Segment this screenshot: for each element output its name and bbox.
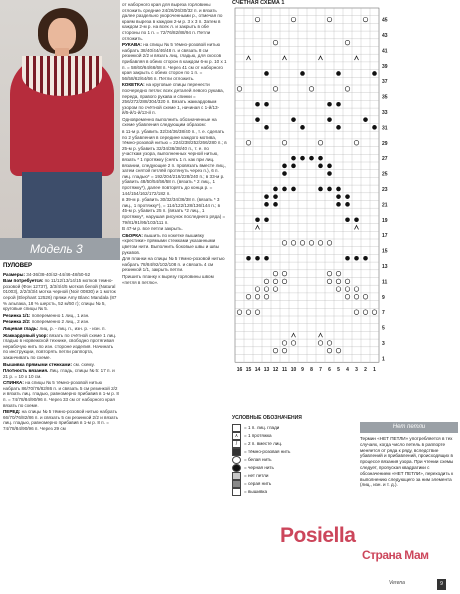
white-stitch-mark [282,341,287,346]
legend-items [232,424,352,496]
white-stitch-mark [354,294,359,299]
paragraph-text: вышить по кокетке вышивку «крестики» прямыми стежками указанными цветом нити. Выполнить боковые швы и швы рукавов. [122,232,220,255]
paragraph-label: Размеры: [3,271,27,277]
black-stitch-mark [264,194,269,199]
black-stitch-mark [300,125,305,130]
chart-row-number: 3 [382,340,385,347]
paragraph-text: Лиц. гладь, спицы № 5: 17 п. и 21 р. = 10 x 10 см. [3,368,115,379]
white-stitch-mark [282,140,287,145]
watermark-text: Posiella [280,524,356,547]
legend-symbol [232,448,241,456]
white-stitch-mark [246,140,251,145]
white-stitch-mark [345,87,350,92]
paragraph-text: Для планки на спицы № 5 тёмно-розовой нитью набрать 78/84/92/102/108 п. и связать 4 см резинкой 1/1, закрыть петли. [122,256,225,273]
paragraph-label: Резинка 1/1: [3,312,32,318]
legend-item [232,424,352,432]
chart-row-number: 41 [382,48,388,55]
section-heading: ПУЛОВЕР [3,263,33,269]
chart-column-number: 2 [364,367,367,373]
paragraph-text: от наборного края для выреза горловины отложить средние 24/26/26/30/32 п. и вязать далее раздельно укороченными р., отмечая по краям выреза в каждом 2-м р. 3 x 3 п. Затем в каждом 2-м р. на всех л. и закрыть в обе стороны по 1 п. = 72/76/82/88/94 п. Петли отложить. [122,2,223,41]
black-stitch-mark [264,102,269,107]
white-stitch-mark [336,348,341,353]
paragraph-text: на спицы № 5 тёмно-розовой нитью набрать 66/70/76/82/86 п. и связать 5 см резинкой 2/2 и вязать лиц. гладью, равномерно прибавив в 1-м р. 8 п. = 74/78/84/90/96 п. Через 29 см [3,409,118,432]
white-stitch-mark [318,140,323,145]
legend-label: = тёмно-розовая нить [244,449,291,454]
chart-row-number: 17 [382,233,388,240]
white-stitch-mark [273,348,278,353]
paragraph-label: Вам потребуется: [3,278,45,284]
page-number: 9 [437,579,446,590]
paragraph-text: на круговые спицы перенести поочередно петли: всех деталей левого рукава, переда, правого рукава и спинки = 256/272/288/304/320 п. Вязать жаккардовым узором по счётной схеме 1, начиная с 1-й/13-й/5-й/1-й/13-й п. [122,82,224,116]
watermark-logo [280,524,429,562]
legend-title: УСЛОВНЫЕ ОБОЗНАЧЕНИЯ [232,415,302,421]
legend-symbol [232,456,241,464]
black-stitch-mark [255,217,260,222]
paragraph-text: В 47-м р. все петли закрыть. [122,226,183,232]
chart-column-number: 6 [328,367,331,373]
paragraph-text: см. схему. [73,361,95,367]
photo-yoke-pattern [22,56,102,96]
paragraph [122,256,227,273]
black-stitch-mark [327,171,332,176]
paragraph-label: Плотность вязания. [3,368,50,374]
sidebar-title: Нет петли [360,422,458,433]
black-stitch-mark [255,117,260,122]
paragraph-text: на спицы № 5 тёмно-розовой нитью набрать 38/40/44/46/48 п. и связать 8 см резинкой 2/2 и вязать лиц. гладью, для скосов прибавляя в обеих сторон в каждом 6-м р. 10 x 1 п. = 58/60/64/66/68 п. Через 41 см от наборного края закрыть с обеих сторон по 1 п. = 56/58/62/64/66 п. Петли отложить. [122,42,227,81]
paragraph-text: Одновременно выполнить обозначенные на схеме убавления следующим образом: [122,116,217,128]
paragraph-text: вязать по счётной схеме 1 лиц. гладью в норвежской технике, свободно протягивая нерабочую нить по изн. стороне изделия. Начинать по инструкции, повторять петли раппорта, заканчивать по схеме. [3,332,117,360]
paragraph [3,319,119,325]
white-stitch-mark [327,17,332,22]
paragraph [122,274,227,285]
black-stitch-mark [291,156,296,161]
black-stitch-mark [336,125,341,130]
black-stitch-mark [255,256,260,261]
paragraph-label: СПИНКА: [3,380,26,386]
white-stitch-mark [363,310,368,315]
white-stitch-mark [291,241,296,246]
paragraph-label: РУКАВА: [122,42,144,48]
chart-row-number: 13 [382,263,388,270]
chart-column-number: 9 [301,367,304,373]
legend-symbol [232,464,241,472]
paragraph-label: СБОРКА: [122,232,145,238]
chart-column-number: 10 [290,367,297,373]
paragraph [122,233,227,255]
white-stitch-mark [264,287,269,292]
chart-row-number: 33 [382,109,388,116]
white-stitch-mark [282,271,287,276]
black-stitch-mark [273,187,278,192]
white-stitch-mark [354,287,359,292]
chart-row-number: 21 [382,202,388,209]
chart-column-numbers [230,367,379,373]
black-stitch-mark [282,164,287,169]
paragraph [3,362,119,368]
white-stitch-mark [282,241,287,246]
black-stitch-mark [282,187,287,192]
black-stitch-mark [282,171,287,176]
chart-row-number: 27 [382,156,388,163]
white-stitch-mark [273,271,278,276]
paragraph-label: КОКЕТКА: [122,82,146,88]
chart-row-number: 15 [382,248,388,255]
white-stitch-mark [255,17,260,22]
paragraph-text: в 39-м р. убавить 30/32/34/36/38 п. (вязать * 3 лиц., 1 протяжку*), = 114/122/128/136/144 п.; в 45-м р. убавить 25 п. (вязать *2 лиц., 1 протяжку*, нарушая рисунок последнего ряда) = 79/81/91/95/103/111 п. [122,197,226,225]
black-stitch-mark [372,71,377,76]
black-stitch-mark [318,187,323,192]
legend-item [232,464,352,472]
photo-face [48,18,76,52]
legend-label: = черная нить [244,465,274,470]
paragraph-text: по 11/12/13/14/15 мотков темно-розовой (Фон 12737), 3/3/4/4/5 мотков белой (Natural 01003), 2/2/3/3/4 мотка черной (Noir 00830) и 1 моток серой (Elephant 12526) пряжи Amy Blanc Mandala (87 % альпака, 18 % шерсть, 52 м/50 г); спицы № 5, круговые спицы № 5. [3,278,117,312]
legend-label: = 1 протяжка [244,433,272,438]
white-stitch-mark [345,294,350,299]
black-stitch-mark [327,187,332,192]
chart-column-number: 1 [373,367,376,373]
black-stitch-mark [318,164,323,169]
black-stitch-mark [336,194,341,199]
chart-column-number: 11 [281,367,288,373]
paragraph-label: Лицевая гладь: [3,325,40,331]
white-stitch-mark [345,279,350,284]
black-stitch-mark [264,125,269,130]
legend-symbol [232,488,241,496]
legend-label: = белая нить [244,457,272,462]
chart-title: СЧЕТНАЯ СХЕМА 1 [232,0,285,6]
chart-row-number: 7 [382,310,385,317]
chart-column-number: 15 [245,367,252,373]
white-stitch-mark [327,271,332,276]
chart-column-number: 13 [263,367,270,373]
legend-label: = 1 п. лиц. глади [244,425,280,430]
black-stitch-mark [345,217,350,222]
legend-symbol: / [232,440,241,448]
paragraph-text: 34-36/38-40/42-44/46-48/50-52 [26,271,91,277]
white-stitch-mark [246,294,251,299]
white-stitch-mark [345,40,350,45]
black-stitch-mark [345,194,350,199]
paragraph-text: Пришить планку к вырезу горловины швом «петля в петлю». [122,273,214,285]
paragraph-label: Жаккардовый узор: [3,332,50,338]
paragraph-label: ПЕРЕД: [3,409,22,415]
black-stitch-mark [336,71,341,76]
chart-row-number: 25 [382,171,388,178]
white-stitch-mark [309,87,314,92]
legend-symbol: ⋏ [232,432,241,440]
chart-row-number: 9 [382,294,385,301]
white-stitch-mark [327,348,332,353]
paragraph [3,409,119,431]
chart-column-number: 4 [346,367,349,373]
paragraph [122,2,227,41]
legend-item [232,448,352,456]
legend-label: = серая нить [244,481,272,486]
black-stitch-mark [273,194,278,199]
white-stitch-mark [300,241,305,246]
white-stitch-mark [327,341,332,346]
paragraph [3,272,119,278]
white-stitch-mark [264,294,269,299]
paragraph [3,278,119,312]
white-stitch-mark [255,294,260,299]
legend [232,414,352,574]
white-stitch-mark [246,310,251,315]
model-photo [0,0,120,238]
legend-item [232,472,352,480]
chart-row-number: 23 [382,186,388,193]
black-stitch-mark [300,156,305,161]
chart-row-number: 39 [382,63,388,70]
black-stitch-mark [345,202,350,207]
chart-column-number: 14 [254,367,261,373]
legend-item [232,432,352,440]
paragraph-text: в 11-м р. убавить 32/34/36/38/40 п., т. е. сделать по 2 убавления в середине каждого мотива, тёмно-розовой нитью = 224/238/252/266/280 п.; в 25-м р. убавить 32/34/36/38/40 п., т. е. по участкам узора, выполненных черной нитью, вязать * 1 протяжку (снять 1 п. как при лиц. вязании, следующие 2 п. провязать вместе лиц., затем снятой петлёй протянуть через п.), 6 п. лиц. гладью* = 192/204/216/228/240 п.; в 33-м р. убавить 48/50/54/56/58 п. (вязать * 2 лиц., 1 протяжку*), далее повторять до конца р. = 144/154/162/172/182 п. [122,129,227,196]
instructions-column-2 [122,2,227,542]
black-stitch-mark [363,117,368,122]
paragraph-text: попеременно 1 лиц., 1 изн. [31,312,90,318]
black-stitch-mark [336,202,341,207]
black-stitch-mark [273,202,278,207]
white-stitch-mark [336,271,341,276]
legend-symbol [232,472,241,480]
legend-symbol [232,480,241,488]
brand-name: Verena [389,580,405,586]
chart-column-number: 12 [272,367,279,373]
legend-label: = вышивка [244,489,268,494]
paragraph-label: Вышивка прямыми стежками: [3,361,74,367]
chart-row-number: 19 [382,217,388,224]
paragraph [3,368,119,379]
white-stitch-mark [237,87,242,92]
black-stitch-mark [255,102,260,107]
legend-item [232,456,352,464]
legend-label: = 2 п. вместе лиц. [244,441,283,446]
white-stitch-mark [327,279,332,284]
white-stitch-mark [309,241,314,246]
white-stitch-mark [255,287,260,292]
chart-row-number: 5 [382,325,385,332]
paragraph [122,42,227,81]
paragraph [122,197,227,225]
white-stitch-mark [273,287,278,292]
watermark-subtext: Страна Мам [362,548,429,562]
white-stitch-mark [255,310,260,315]
white-stitch-mark [237,310,242,315]
legend-label: = нет петли [244,473,269,478]
white-stitch-mark [327,241,332,246]
paragraph [122,129,227,196]
white-stitch-mark [363,17,368,22]
white-stitch-mark [363,294,368,299]
white-stitch-mark [291,341,296,346]
black-stitch-mark [336,187,341,192]
chart-row-number: 35 [382,94,388,101]
black-stitch-mark [264,217,269,222]
chart-column-number: 16 [236,367,243,373]
paragraph [122,117,227,128]
sidebar-text: Термин «НЕТ ПЕТЛИ» употребляется в тех случаях, когда число петель в раппорте меняется от ряда к ряду, вследствие убавлений и прибавлений, происходящих в процессе вязания узора. При чтении схемы следует, пропуская квадратики с обозначением «НЕТ ПЕТЛИ», переходить к выполнению следующего за ним элемента (лиц., изн. и т. д.). [360,436,454,488]
white-stitch-mark [291,17,296,22]
black-stitch-mark [264,71,269,76]
chart-row-number: 1 [382,356,385,363]
paragraph [3,326,119,332]
chart-row-number: 11 [382,279,388,286]
black-stitch-mark [291,117,296,122]
paragraph [3,313,119,319]
paragraph-label: Резинка 2/2: [3,319,32,325]
black-stitch-mark [246,256,251,261]
chart-column-number: 5 [337,367,340,373]
black-stitch-mark [327,164,332,169]
counting-chart [231,6,396,368]
black-stitch-mark [264,256,269,261]
black-stitch-mark [354,256,359,261]
black-stitch-mark [363,256,368,261]
legend-item [232,488,352,496]
chart-row-number: 45 [382,17,388,24]
paragraph-text: на спицы № 5 тёмно-розовой нитью набрать 86/70/76/82/86 п. и связать 5 см резинкой 2/2 и вязать лиц. гладью, равномерно прибавив в 1-м р. 8 п. = 74/78/84/90/96 п. Через 33 см от наборного края вязать по схеме. [3,380,119,408]
paragraph [122,82,227,116]
chart-row-number: 43 [382,32,388,39]
instructions-column-1 [3,262,119,592]
black-stitch-mark [372,125,377,130]
white-stitch-mark [318,241,323,246]
white-stitch-mark [345,287,350,292]
black-stitch-mark [264,202,269,207]
black-stitch-mark [354,217,359,222]
white-stitch-mark [282,279,287,284]
paragraph-text: попеременно 2 лиц., 2 изн. [31,319,90,325]
chart-column-number: 7 [319,367,322,373]
photo-jeans [22,172,102,238]
paragraph-text: лиц. р. - лиц. п., изн. р. - изн. п. [39,325,106,331]
white-stitch-mark [372,310,377,315]
black-stitch-mark [291,164,296,169]
white-stitch-mark [273,40,278,45]
chart-row-number: 29 [382,140,388,147]
black-stitch-mark [336,102,341,107]
white-stitch-mark [273,279,278,284]
black-stitch-mark [291,187,296,192]
paragraph [3,333,119,361]
black-stitch-mark [318,156,323,161]
black-stitch-mark [327,117,332,122]
legend-item [232,440,352,448]
white-stitch-mark [282,348,287,353]
legend-symbol [232,424,241,432]
white-stitch-mark [354,310,359,315]
white-stitch-mark [318,341,323,346]
white-stitch-mark [336,279,341,284]
chart-column-number: 3 [355,367,358,373]
paragraph [122,226,227,232]
white-stitch-mark [273,87,278,92]
black-stitch-mark [300,71,305,76]
black-stitch-mark [327,102,332,107]
model-label: Модель 3 [0,238,120,260]
chart-row-number: 31 [382,125,388,132]
black-stitch-mark [345,256,350,261]
white-stitch-mark [354,140,359,145]
white-stitch-mark [336,287,341,292]
black-stitch-mark [309,156,314,161]
white-stitch-mark [264,279,269,284]
chart-column-number: 8 [310,367,313,373]
paragraph [3,380,119,408]
chart-row-number: 37 [382,79,388,86]
legend-item [232,480,352,488]
